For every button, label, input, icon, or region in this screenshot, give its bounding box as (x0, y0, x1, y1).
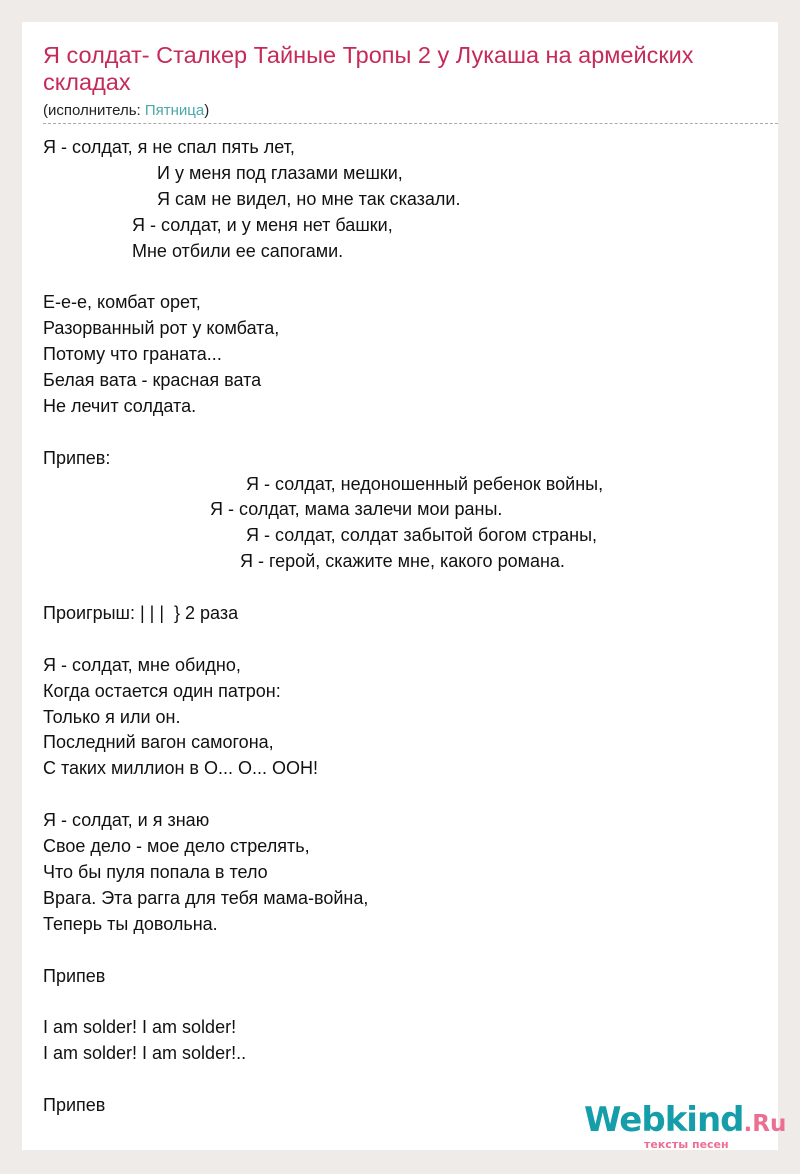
artist-link[interactable]: Пятница (144, 102, 205, 119)
lyric-line (43, 989, 603, 1015)
lyric-line (43, 1067, 603, 1093)
artist-suffix: ) (204, 102, 210, 119)
artist-line (43, 102, 209, 119)
lyric-line: И у меня под глазами мешки, (157, 162, 403, 183)
lyric-line: Я - солдат, солдат забытой богом страны, (246, 525, 598, 546)
song-title: Я солдат- Сталкер Тайные Тропы 2 у Лукаша на армейских складах (43, 42, 694, 95)
lyric-line: Я - солдат, недоношенный ребенок войны, (246, 473, 604, 494)
lyric-line (43, 782, 603, 808)
lyric-line: Белая вата - красная вата (43, 370, 262, 391)
lyrics-body (43, 135, 603, 1119)
lyric-line: I am solder! I am solder! (43, 1017, 237, 1038)
lyric-line: Свое дело - мое дело стрелять, (43, 836, 310, 857)
logo-tld: .Ru (743, 1111, 787, 1137)
lyric-line (43, 420, 603, 446)
lyric-line: Я - солдат, мне обидно, (43, 654, 241, 675)
lyric-line: Последний вагон самогона, (43, 732, 274, 753)
lyric-line: Я - солдат, мама залечи мои раны. (210, 499, 503, 520)
lyric-line: Я - солдат, я не спал пять лет, (43, 137, 295, 157)
lyric-line: Я сам не видел, но мне так сказали. (157, 188, 461, 209)
lyric-line: I am solder! I am solder!.. (43, 1043, 247, 1064)
divider (43, 123, 778, 124)
logo-wordmark (584, 1102, 786, 1138)
lyric-line (43, 575, 603, 601)
lyric-line: Проигрыш: | | | } 2 раза (43, 603, 239, 624)
lyric-line (43, 627, 603, 653)
lyric-line: Припев (43, 1094, 106, 1115)
lyric-line: Е-е-е, комбат орет, (43, 292, 201, 313)
lyric-line: Мне отбили ее сапогами. (132, 240, 344, 261)
artist-label: (исполнитель: (43, 102, 145, 119)
lyric-line (43, 938, 603, 964)
lyric-line (43, 264, 603, 290)
lyric-line: С таких миллион в О... О... ООН! (43, 758, 319, 779)
lyric-line: Припев (43, 965, 106, 986)
content-panel (22, 22, 778, 1150)
lyric-line: Что бы пуля попала в тело (43, 861, 268, 882)
lyric-line: Я - солдат, и у меня нет башки, (132, 214, 393, 235)
lyric-line: Я - герой, скажите мне, какого романа. (240, 551, 565, 572)
lyric-line: Когда остается один патрон: (43, 680, 281, 701)
lyric-line: Припев: (43, 447, 111, 468)
lyric-line: Только я или он. (43, 706, 181, 727)
logo-brand: Webkind (584, 1100, 744, 1140)
lyric-line: Теперь ты довольна. (43, 913, 218, 934)
lyric-line: Не лечит солдата. (43, 395, 197, 416)
lyric-line: Разорванный рот у комбата, (43, 318, 280, 339)
webkind-logo[interactable] (584, 1102, 786, 1151)
lyric-line: Потому что граната... (43, 344, 222, 365)
lyric-line: Я - солдат, и я знаю (43, 810, 210, 831)
logo-tagline: тексты песен (644, 1138, 729, 1151)
lyric-line: Врага. Эта рагга для тебя мама-война, (43, 887, 369, 908)
